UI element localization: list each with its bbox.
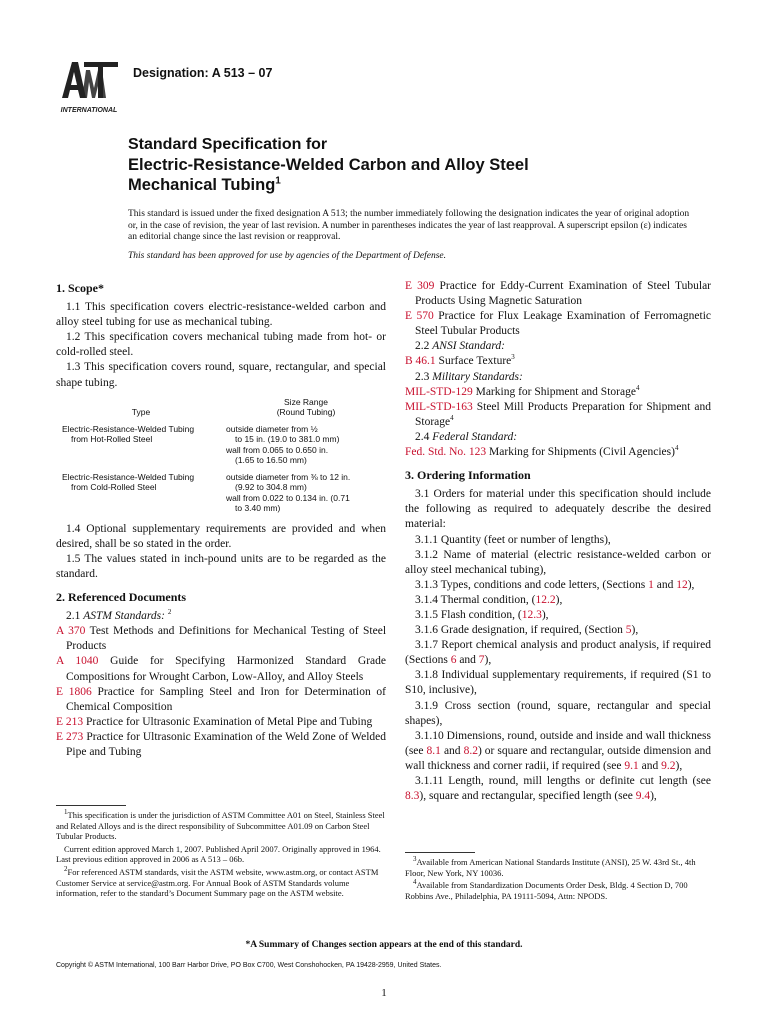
footnote-mark: 4 <box>450 414 454 423</box>
para-3-1-10 <box>405 729 711 774</box>
ref-text: Practice for Ultrasonic Examination of Metal Pipe and Tubing <box>86 715 373 728</box>
fed-item <box>405 445 711 460</box>
ansi-label <box>405 339 711 354</box>
copyright-line: Copyright © ASTM International, 100 Barr Harbor Drive, PO Box C700, West Conshohocken, PA 19428-2959, United States. <box>56 962 442 969</box>
title-line-3-text: Mechanical Tubing <box>128 176 276 194</box>
para-text: and <box>440 744 464 757</box>
table-cell-size <box>226 424 386 466</box>
para-3-1-9: 3.1.9 Cross section (round, square, rectangular and special shapes), <box>405 699 711 727</box>
ref-text: Practice for Flux Leakage Examination of Ferromagnetic Steel Tubular Products <box>415 310 712 338</box>
para-3-1-11 <box>405 774 711 804</box>
table-row <box>56 472 386 514</box>
astm-reference-link[interactable]: E 213 <box>56 715 84 728</box>
designation: Designation: A 513 – 07 <box>133 66 273 80</box>
section-link[interactable]: 8.2 <box>463 744 478 757</box>
footnote-text: Current edition approved March 1, 2007. Published April 2007. Originally approved in 1964. Last previous edition approved in 2006 as A 513 – 06b. <box>56 843 381 865</box>
para-text: ), <box>555 593 563 606</box>
fed-label <box>405 430 711 445</box>
summary-of-changes-note: *A Summary of Changes section appears at the end of this standard. <box>245 940 523 950</box>
section-link[interactable]: 12.2 <box>535 593 556 606</box>
scope-size-table <box>56 397 386 514</box>
para-3-1-4 <box>405 593 711 608</box>
table-cell-text: Electric-Resistance-Welded Tubing <box>62 423 195 434</box>
para-3-1: 3.1 Orders for material under this specification should include the following as required to adequately describe the desired material: <box>405 488 711 531</box>
footnote-mark: 1 <box>64 808 68 817</box>
title-line-2: Electric-Resistance-Welded Carbon and Alloy Steel <box>128 156 529 174</box>
page-number: 1 <box>381 987 387 999</box>
ref-text: Marking for Shipments (Civil Agencies) <box>489 446 675 459</box>
section-link[interactable]: 9.1 <box>624 759 639 772</box>
section-link[interactable]: 8.3 <box>405 790 420 803</box>
table-cell-type <box>56 424 226 466</box>
footnote-mark: 2 <box>64 865 68 874</box>
footnotes-left <box>56 805 386 901</box>
table-cell-text: wall from 0.065 to 0.650 in. <box>226 444 329 455</box>
table-cell-type <box>56 472 226 514</box>
para-text: ), <box>650 790 657 803</box>
astm-reference-link[interactable]: A 370 <box>56 625 86 638</box>
footnote <box>405 880 711 901</box>
footnote-text: For referenced ASTM standards, visit the ASTM website, www.astm.org, or contact ASTM Customer Service at service@astm.org. For Annual Book of ASTM Standards volume information, refer to the standard’s Document Summary page on the ASTM website. <box>56 866 379 899</box>
para-3-1-3 <box>405 578 711 593</box>
subsection-number: 2.1 <box>66 610 81 623</box>
para-text: 3.1.4 Thermal condition, ( <box>415 593 536 606</box>
para-text: ), <box>631 624 639 637</box>
astm-standards-list-cont <box>405 279 711 339</box>
para-text: ), <box>484 654 492 667</box>
ref-text: Guide for Specifying Harmonized Standard Grade Compositions for Wrought Carbon, Low-Alloy, and Alloy Steels <box>66 655 387 683</box>
ref-text: Practice for Sampling Steel and Iron for Determination of Chemical Composition <box>66 685 387 713</box>
mil-link[interactable]: MIL-STD-163 <box>405 400 473 413</box>
para-text: ), square and rectangular, specified length (see <box>419 790 636 803</box>
astm-standards-list <box>56 624 386 760</box>
ref-text: Marking for Shipment and Storage <box>475 385 636 398</box>
para-1-2: 1.2 This specification covers mechanical tubing made from hot- or cold-rolled steel. <box>56 331 386 359</box>
section-link[interactable]: 5 <box>625 624 632 637</box>
fed-link[interactable]: Fed. Std. No. 123 <box>405 446 487 459</box>
table-header-size-1: Size Range <box>284 396 328 407</box>
table-cell-text: wall from 0.022 to 0.134 in. (0.71 <box>226 492 350 503</box>
para-1-3: 1.3 This specification covers round, square, rectangular, and special shape tubing. <box>56 361 386 389</box>
subsection-title: ANSI Standard: <box>432 340 505 353</box>
subsection-title: ASTM Standards: <box>83 610 165 623</box>
table-cell-text: from Cold-Rolled Steel <box>71 482 157 493</box>
ref-text: Practice for Eddy-Current Examination of Steel Tubular Products Using Magnetic Saturation <box>415 280 711 308</box>
footnote-mark: 2 <box>167 608 172 617</box>
para-1-1: 1.1 This specification covers electric-resistance-welded carbon and alloy steel tubing for use as mechanical tubing. <box>56 301 386 329</box>
subsection-title: Military Standards: <box>432 370 523 383</box>
para-3-1-7 <box>405 638 711 668</box>
ansi-link[interactable]: B 46.1 <box>405 355 436 368</box>
astm-standards-label <box>56 609 386 624</box>
footnote-rule <box>56 805 126 806</box>
footnote <box>56 844 386 865</box>
footnote <box>405 857 711 878</box>
para-text: and <box>653 578 677 591</box>
subsection-number: 2.4 <box>415 430 430 443</box>
para-text: ) or square and rectangular, outside dimension and wall thickness and corner radii, if required (see <box>405 744 712 772</box>
section-link[interactable]: 12 <box>676 578 688 591</box>
para-1-4: 1.4 Optional supplementary requirements are provided and when desired, shall be so stated in the order. <box>56 522 386 550</box>
footnote-mark: 4 <box>635 383 640 392</box>
footnote-rule <box>405 852 475 853</box>
para-text: 3.1.6 Grade designation, if required, (Section <box>415 624 626 637</box>
astm-logo <box>56 58 122 116</box>
astm-reference-item <box>56 654 386 684</box>
dod-approval: This standard has been approved for use by agencies of the Department of Defense. <box>128 250 447 261</box>
para-3-1-6 <box>405 623 711 638</box>
section-link[interactable]: 8.1 <box>426 744 441 757</box>
section-link[interactable]: 7 <box>478 654 485 667</box>
table-cell-text: to 15 in. (19.0 to 381.0 mm) <box>235 434 340 445</box>
footnotes-right <box>405 852 711 903</box>
para-text: 3.1.5 Flash condition, ( <box>415 608 522 621</box>
mil-link[interactable]: MIL-STD-129 <box>405 385 473 398</box>
para-text: 3.1.3 Types, conditions and code letters, (Sections <box>415 578 649 591</box>
para-text: ), <box>675 759 683 772</box>
astm-reference-link[interactable]: E 570 <box>405 310 434 323</box>
para-text: 3.1.7 Report chemical analysis and product analysis, if required (Sections <box>405 639 711 667</box>
footnote-mark: 3 <box>413 855 417 864</box>
table-cell-text: from Hot-Rolled Steel <box>71 434 153 445</box>
para-text: ), <box>687 578 695 591</box>
scope-heading: 1. Scope* <box>56 281 104 295</box>
section-link[interactable]: 1 <box>648 578 654 591</box>
mil-item <box>405 385 711 400</box>
ansi-item <box>405 354 711 369</box>
astm-reference-item <box>405 309 711 339</box>
subsection-number: 2.3 <box>415 370 430 383</box>
table-header-size-2: (Round Tubing) <box>276 407 336 418</box>
subsection-title: Federal Standard: <box>432 430 518 443</box>
left-column <box>56 281 386 760</box>
mil-item <box>405 400 711 430</box>
document-title <box>128 135 688 195</box>
footnote-mark: 4 <box>413 878 417 887</box>
title-footnote-mark: 1 <box>275 175 281 187</box>
table-cell-text: outside diameter from ⅜ to 12 in. <box>226 471 351 482</box>
table-header-type: Type <box>131 406 151 417</box>
mil-label <box>405 370 711 385</box>
footnote <box>56 810 386 842</box>
table-header-size <box>226 397 386 418</box>
astm-reference-link[interactable]: E 273 <box>56 730 84 743</box>
table-cell-size <box>226 472 386 514</box>
astm-reference-item <box>56 685 386 715</box>
para-text: 3.1.11 Length, round, mill lengths or definite cut length (see <box>415 775 711 787</box>
table-cell-text: to 3.40 mm) <box>235 503 281 514</box>
footnote-text: This specification is under the jurisdiction of ASTM Committee A01 on Steel, Stainless Steel and Related Alloys and is the direct responsibility of Subcommittee A01.09 on Carbon Steel Tubular Products. <box>56 810 385 842</box>
table-row <box>56 424 386 466</box>
astm-reference-item <box>56 730 386 760</box>
para-3-1-2: 3.1.2 Name of material (electric resistance-welded carbon or alloy steel mechanical tubing), <box>405 548 711 576</box>
subsection-number: 2.2 <box>415 340 430 353</box>
para-text: ), <box>541 608 549 621</box>
footnote-list <box>56 810 386 899</box>
title-line-1: Standard Specification for <box>128 136 328 153</box>
right-column <box>405 279 711 804</box>
para-text: and <box>456 654 479 667</box>
footnote-text: Available from Standardization Documents Order Desk, Bldg. 4 Section D, 700 Robbins Ave., Philadelphia, PA 19111-5094, Attn: NPODS. <box>405 880 688 901</box>
section-link[interactable]: 9.2 <box>661 759 676 772</box>
logo-wordmark: INTERNATIONAL <box>60 107 118 114</box>
intro-text: This standard is issued under the fixed designation A 513; the number immediately following the designation indicates the year of original adoption or, in the case of revision, the year of last revision. A number in parentheses indicates the year of last reapproval. A superscript epsilon (ε) indicates an editorial change since the last revision or reapproval. <box>128 209 690 242</box>
astm-reference-link[interactable]: E 1806 <box>56 685 92 698</box>
astm-reference-link[interactable]: A 1040 <box>56 655 99 668</box>
ref-text: Surface Texture <box>438 355 512 368</box>
footnote-mark: 3 <box>511 353 515 362</box>
footnote-text: Available from American National Standards Institute (ANSI), 25 W. 43rd St., 4th Floor, New York, NY 10036. <box>405 857 696 878</box>
footnote <box>56 867 386 899</box>
section-link[interactable]: 9.4 <box>635 790 651 803</box>
ref-text: Practice for Ultrasonic Examination of the Weld Zone of Welded Pipe and Tubing <box>66 730 387 758</box>
section-link[interactable]: 6 <box>450 654 457 667</box>
astm-reference-link[interactable]: E 309 <box>405 280 435 292</box>
ref-text: Steel Mill Products Preparation for Shipment and Storage <box>415 400 711 428</box>
para-3-1-1: 3.1.1 Quantity (feet or number of lengths), <box>415 533 611 546</box>
astm-reference-item <box>56 715 386 730</box>
para-3-1-8: 3.1.8 Individual supplementary requirements, if required (S1 to S10, inclusive), <box>405 669 711 697</box>
para-text: 3.1.10 Dimensions, round, outside and inside and wall thickness (see <box>405 729 711 757</box>
para-text: and <box>638 759 662 772</box>
intro-notice <box>128 209 693 262</box>
section-link[interactable]: 12.3 <box>521 608 542 621</box>
ordering-heading: 3. Ordering Information <box>405 468 531 483</box>
ref-text: Test Methods and Definitions for Mechanical Testing of Steel Products <box>66 625 387 653</box>
footnote-mark: 4 <box>674 444 679 453</box>
para-3-1-5 <box>405 608 711 623</box>
table-cell-text: Electric-Resistance-Welded Tubing <box>62 471 195 482</box>
para-1-5: 1.5 The values stated in inch-pound units are to be regarded as the standard. <box>56 552 386 580</box>
title-line-3 <box>128 175 688 195</box>
table-cell-text: (9.92 to 304.8 mm) <box>235 482 307 493</box>
referenced-heading: 2. Referenced Documents <box>56 590 187 605</box>
footnote-list <box>405 857 711 901</box>
table-header <box>56 397 386 418</box>
table-cell-text: outside diameter from ½ <box>226 423 318 434</box>
table-cell-text: (1.65 to 16.50 mm) <box>235 455 307 466</box>
astm-reference-item <box>405 279 711 309</box>
astm-reference-item <box>56 624 386 654</box>
